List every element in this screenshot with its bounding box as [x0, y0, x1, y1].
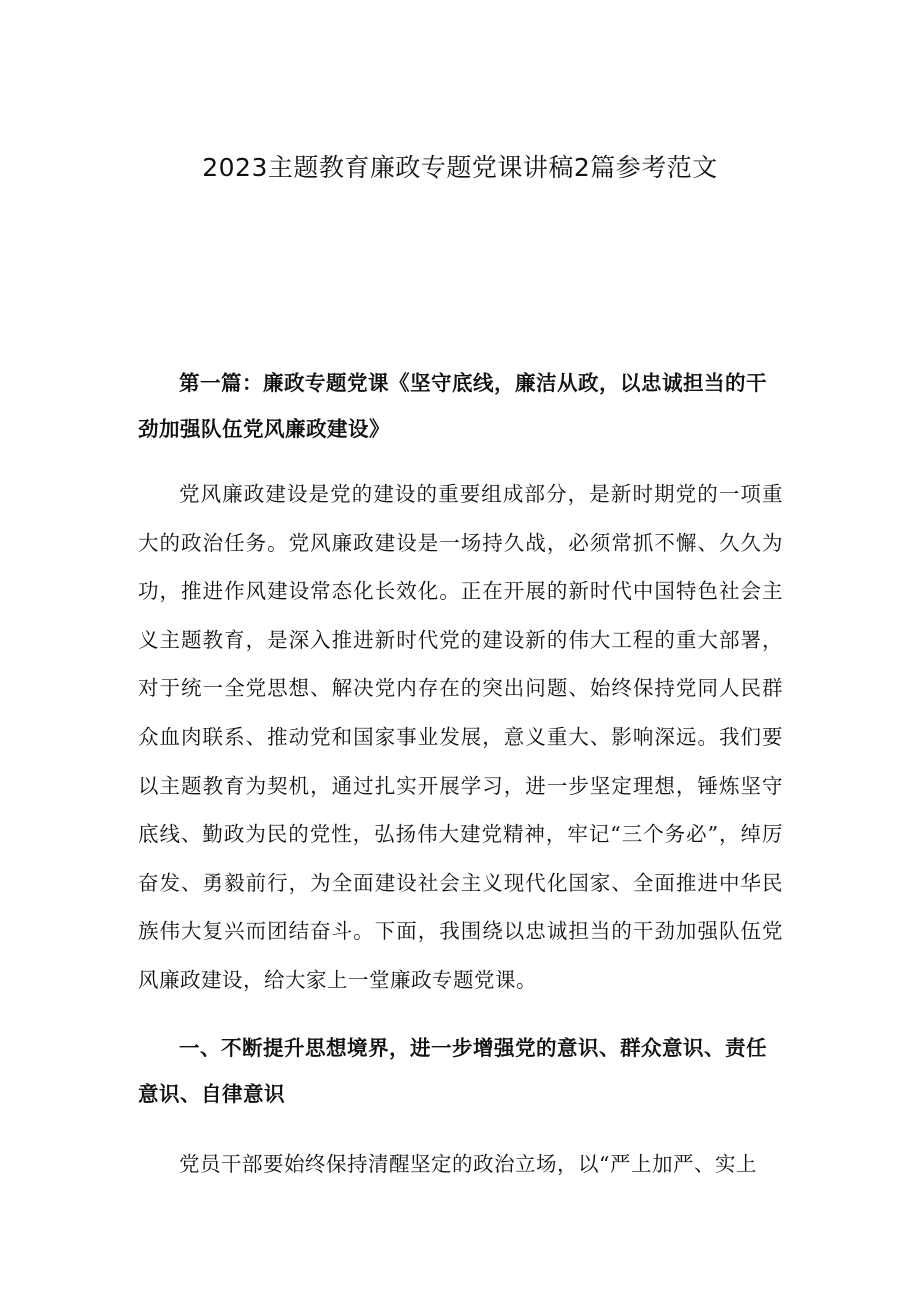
body-paragraph: 党风廉政建设是党的建设的重要组成部分，是新时期党的一项重大的政治任务。党风廉政建设是一场持久战，必须常抓不懈、久久为功，推进作风建设常态化长效化。正在开展的新时代中国特色社会主义主题教育，是深入推进新时代党的建设新的伟大工程的重大部署，对于统一全党思想、解决党内存在的突出问题、始终保持党同人民群众血肉联系、推动党和国家事业发展，意义重大、影响深远。我们要以主题教育为契机，通过扎实开展学习，进一步坚定理想，锤炼坚守底线、勤政为民的党性，弘扬伟大建党精神，牢记“三个务必”，绰厉奋发、勇毅前行，为全面建设社会主义现代化国家、全面推进中华民族伟大复兴而团结奋斗。下面，我围绕以忠诚担当的干劲加强队伍党风廉政建设，给大家上一堂廉政专题党课。 [138, 482, 783, 992]
document-title: 2023主题教育廉政专题党课讲稿2篇参考范文 [202, 153, 718, 182]
body-paragraph-continued: 党员干部要始终保持清醒坚定的政治立场，以“严上加严、实上 [179, 1152, 757, 1176]
section-heading: 第一篇：廉政专题党课《坚守底线，廉洁从政，以忠诚担当的干劲加强队伍党风廉政建设》 [138, 371, 767, 441]
sub-heading: 一、不断提升思想境界，进一步增强党的意识、群众意识、责任意识、自律意识 [138, 1036, 767, 1106]
